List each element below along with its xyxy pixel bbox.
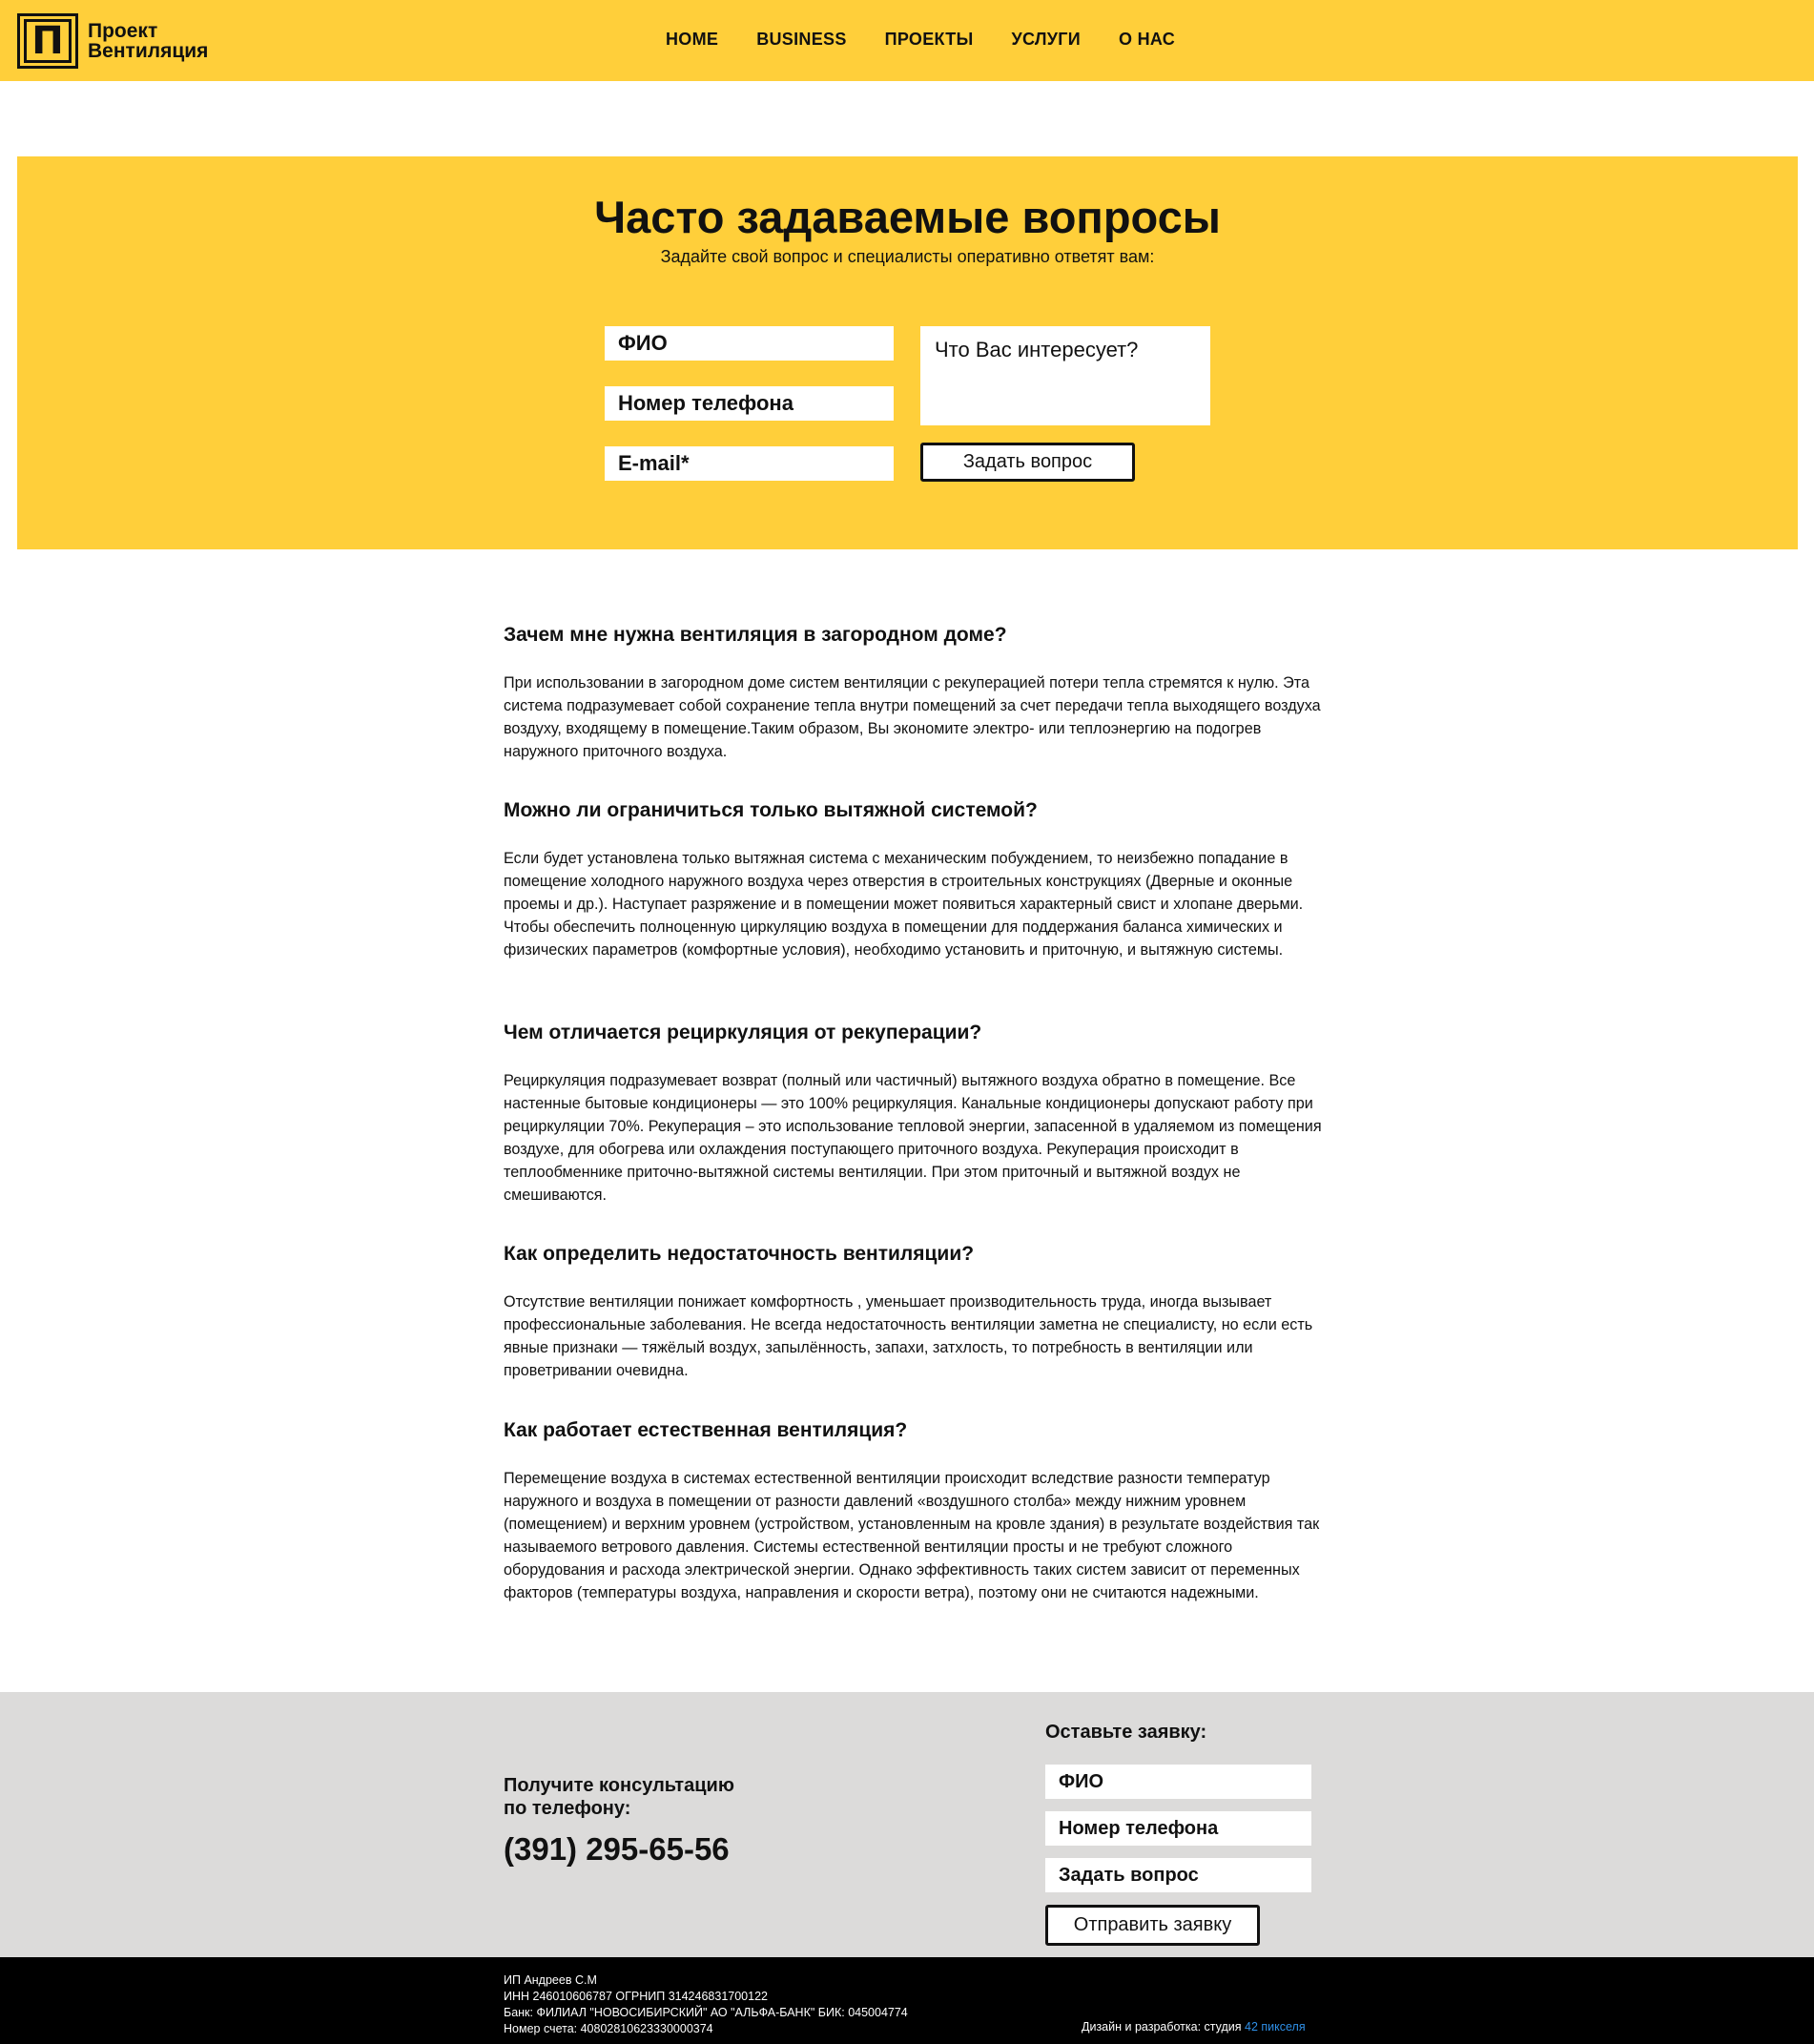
nav-projects[interactable]: ПРОЕКТЫ xyxy=(884,30,974,49)
request-name-field[interactable]: ФИО xyxy=(1045,1765,1311,1799)
nav-services[interactable]: УСЛУГИ xyxy=(1011,30,1082,49)
phone-field[interactable]: Номер телефона xyxy=(605,386,894,421)
name-field[interactable]: ФИО xyxy=(605,326,894,361)
nav-about[interactable]: О НАС xyxy=(1119,30,1176,49)
page-subtitle: Задайте свой вопрос и специалисты оперативно ответят вам: xyxy=(660,247,1155,266)
faq-answer: Рециркуляция подразумевает возврат (полный или частичный) вытяжного воздуха обратно в помещение. Все настенные бытовые кондиционеры — это 100% рециркуляция. Канальные кондиционеры допускают работу при рециркуляции 70%. Рекуперация – это использование тепловой энергии, запасенной в удаляемом из помещения воздухе, для обогрева или охлаждения поступающего приточного воздуха. Рекуперация происходит в теплообменнике приточно-вытяжной системы вентиляции. При этом приточный и вытяжной воздух не смешиваются. xyxy=(504,1072,1322,1204)
logo[interactable] xyxy=(17,13,208,69)
logo-line-2: Вентиляция xyxy=(88,40,209,62)
main-nav xyxy=(666,30,1213,50)
request-question-field[interactable]: Задать вопрос xyxy=(1045,1858,1311,1892)
logo-mark xyxy=(17,13,78,69)
developer-credit: Дизайн и разработка: студия 42 пикселя xyxy=(1082,2020,1306,2034)
send-request-button[interactable]: Отправить заявку xyxy=(1045,1905,1260,1946)
request-title: Оставьте заявку: xyxy=(1045,1722,1207,1743)
nav-business[interactable]: BUSINESS xyxy=(756,30,847,49)
faq-question: Можно ли ограничиться только вытяжной системой? xyxy=(504,799,1038,821)
faq-question: Как определить недостаточность вентиляции? xyxy=(504,1243,975,1265)
faq-answer: При использовании в загородном доме систем вентиляции с рекуперацией потери тепла стремятся к нулю. Эта система подразумевает собой сохранение тепла внутри помещений за счет передачи тепла выходящего воздуха воздуху, входящему в помещение.Таким образом, Вы экономите электро- или теплоэнергию на подогрев наружного приточного воздуха. xyxy=(504,674,1321,760)
consult-label: Получите консультацию по телефону: xyxy=(504,1775,734,1819)
ask-question-button[interactable]: Задать вопрос xyxy=(920,443,1135,482)
consult-phone[interactable]: (391) 295-65-56 xyxy=(504,1831,730,1867)
faq-question: Зачем мне нужна вентиляция в загородном доме? xyxy=(504,624,1007,646)
question-textarea[interactable]: Что Вас интересует? xyxy=(920,326,1210,425)
logo-text xyxy=(88,21,208,61)
page-title: Часто задаваемые вопросы xyxy=(594,192,1221,242)
faq-question: Чем отличается рециркуляция от рекуперации? xyxy=(504,1022,982,1043)
consult-section xyxy=(0,1692,1814,1957)
faq-answer: Перемещение воздуха в системах естественной вентиляции происходит вследствие разности температур наружного и воздуха в помещении от разности давлений «воздушного столба» между нижним уровнем (помещением) и верхним уровнем (устройством, установленным на кровле здания) в результате воздействия так называемого ветрового давления. Системы естественной вентиляции просты и не требуют сложного оборудования и расхода электрической энергии. Однако эффективность таких систем зависит от переменных факторов (температуры воздуха, направления и скорости ветра), поэтому они не считаются надежными. xyxy=(504,1470,1320,1601)
site-footer xyxy=(0,1957,1814,2044)
faq-question: Как работает естественная вентиляция? xyxy=(504,1419,908,1441)
faq-form-section xyxy=(17,156,1798,549)
logo-line-1: Проект xyxy=(88,20,158,42)
request-phone-field[interactable]: Номер телефона xyxy=(1045,1811,1311,1846)
faq-answer: Если будет установлена только вытяжная система с механическим побуждением, то неизбежно попадание в помещение холодного наружного воздуха через отверстия в строительных конструкциях (Дверные и оконные проемы и др.). Наступает разряжение и в помещении может появиться характерный свист и хлопане дверьми. Чтобы обеспечить полноценную циркуляцию воздуха в помещении для поддержания баланса химических и физических параметров (комфортные условия), необходимо установить и приточную, и вытяжную системы. xyxy=(504,850,1304,959)
site-header xyxy=(0,0,1814,81)
legal-info: ИП Андреев С.М ИНН 246010606787 ОГРНИП 314246831700122 Банк: ФИЛИАЛ "НОВОСИБИРСКИЙ" АО "АЛЬФА-БАНК" БИК: 045004774 Номер счета: 40802810623330000374 xyxy=(504,1973,908,2035)
studio-link[interactable]: 42 пикселя xyxy=(1245,2020,1306,2034)
faq-answer: Отсутствие вентиляции понижает комфортность , уменьшает производительность труда, иногда вызывает профессиональные заболевания. Не всегда недостаточность вентиляции заметна не специалисту, но если есть явные признаки — тяжёлый воздух, запылённость, запахи, затхлость, то потребность в вентиляции или проветривании очевидна. xyxy=(504,1293,1313,1379)
email-field[interactable]: E-mail* xyxy=(605,446,894,481)
nav-home[interactable]: HOME xyxy=(666,30,719,49)
logo-letter: П xyxy=(31,19,64,63)
